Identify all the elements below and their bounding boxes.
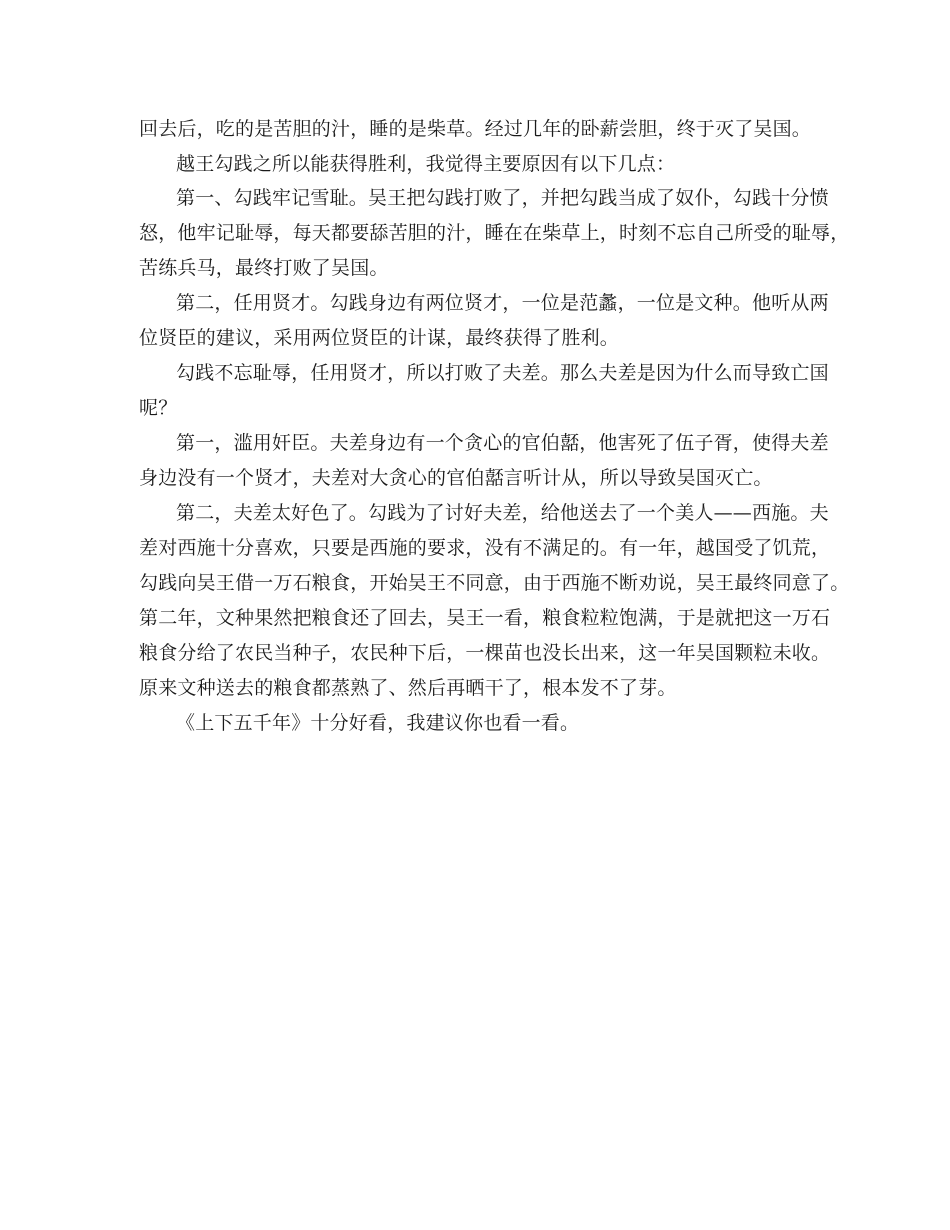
text-line: 身边没有一个贤才，夫差对大贪心的官伯嚭言听计从，所以导致吴国灭亡。: [139, 467, 773, 489]
text-line: 第二，夫差太好色了。勾践为了讨好夫差，给他送去了一个美人——西施。夫: [176, 502, 829, 524]
text-line: 勾践不忘耻辱，任用贤才，所以打败了夫差。那么夫差是因为什么而导致亡国: [176, 362, 829, 384]
text-line: 第一、勾践牢记雪耻。吴王把勾践打败了，并把勾践当成了奴仆，勾践十分愤: [176, 187, 829, 209]
text-line: 越王勾践之所以能获得胜利，我觉得主要原因有以下几点：: [176, 153, 676, 175]
text-line: 勾践向吴王借一万石粮食，开始吴王不同意，由于西施不断劝说，吴王最终同意了。: [139, 572, 850, 594]
text-line: 呢？: [139, 397, 178, 419]
text-line: 位贤臣的建议，采用两位贤臣的计谋，最终获得了胜利。: [139, 327, 620, 349]
text-line: 《上下五千年》十分好看，我建议你也看一看。: [176, 712, 580, 734]
text-line: 原来文种送去的粮食都蒸熟了、然后再晒干了，根本发不了芽。: [139, 677, 677, 699]
text-line: 差对西施十分喜欢，只要是西施的要求，没有不满足的。有一年，越国受了饥荒，: [139, 537, 831, 559]
text-line: 苦练兵马，最终打败了吴国。: [139, 257, 389, 279]
text-line: 第一，滥用奸臣。夫差身边有一个贪心的官伯嚭，他害死了伍子胥，使得夫差: [176, 432, 829, 454]
text-line: 回去后，吃的是苦胆的汁，睡的是柴草。经过几年的卧薪尝胆，终于灭了吴国。: [139, 118, 812, 140]
text-line: 怒，他牢记耻辱，每天都要舔苦胆的汁，睡在在柴草上，时刻不忘自己所受的耻辱，: [139, 222, 850, 244]
text-line: 粮食分给了农民当种子，农民种下后，一棵苗也没长出来，这一年吴国颗粒未收。: [139, 642, 831, 664]
text-line: 第二年，文种果然把粮食还了回去，吴王一看，粮食粒粒饱满，于是就把这一万石: [139, 607, 831, 629]
text-line: 第二，任用贤才。勾践身边有两位贤才，一位是范蠡，一位是文种。他听从两: [176, 292, 829, 314]
